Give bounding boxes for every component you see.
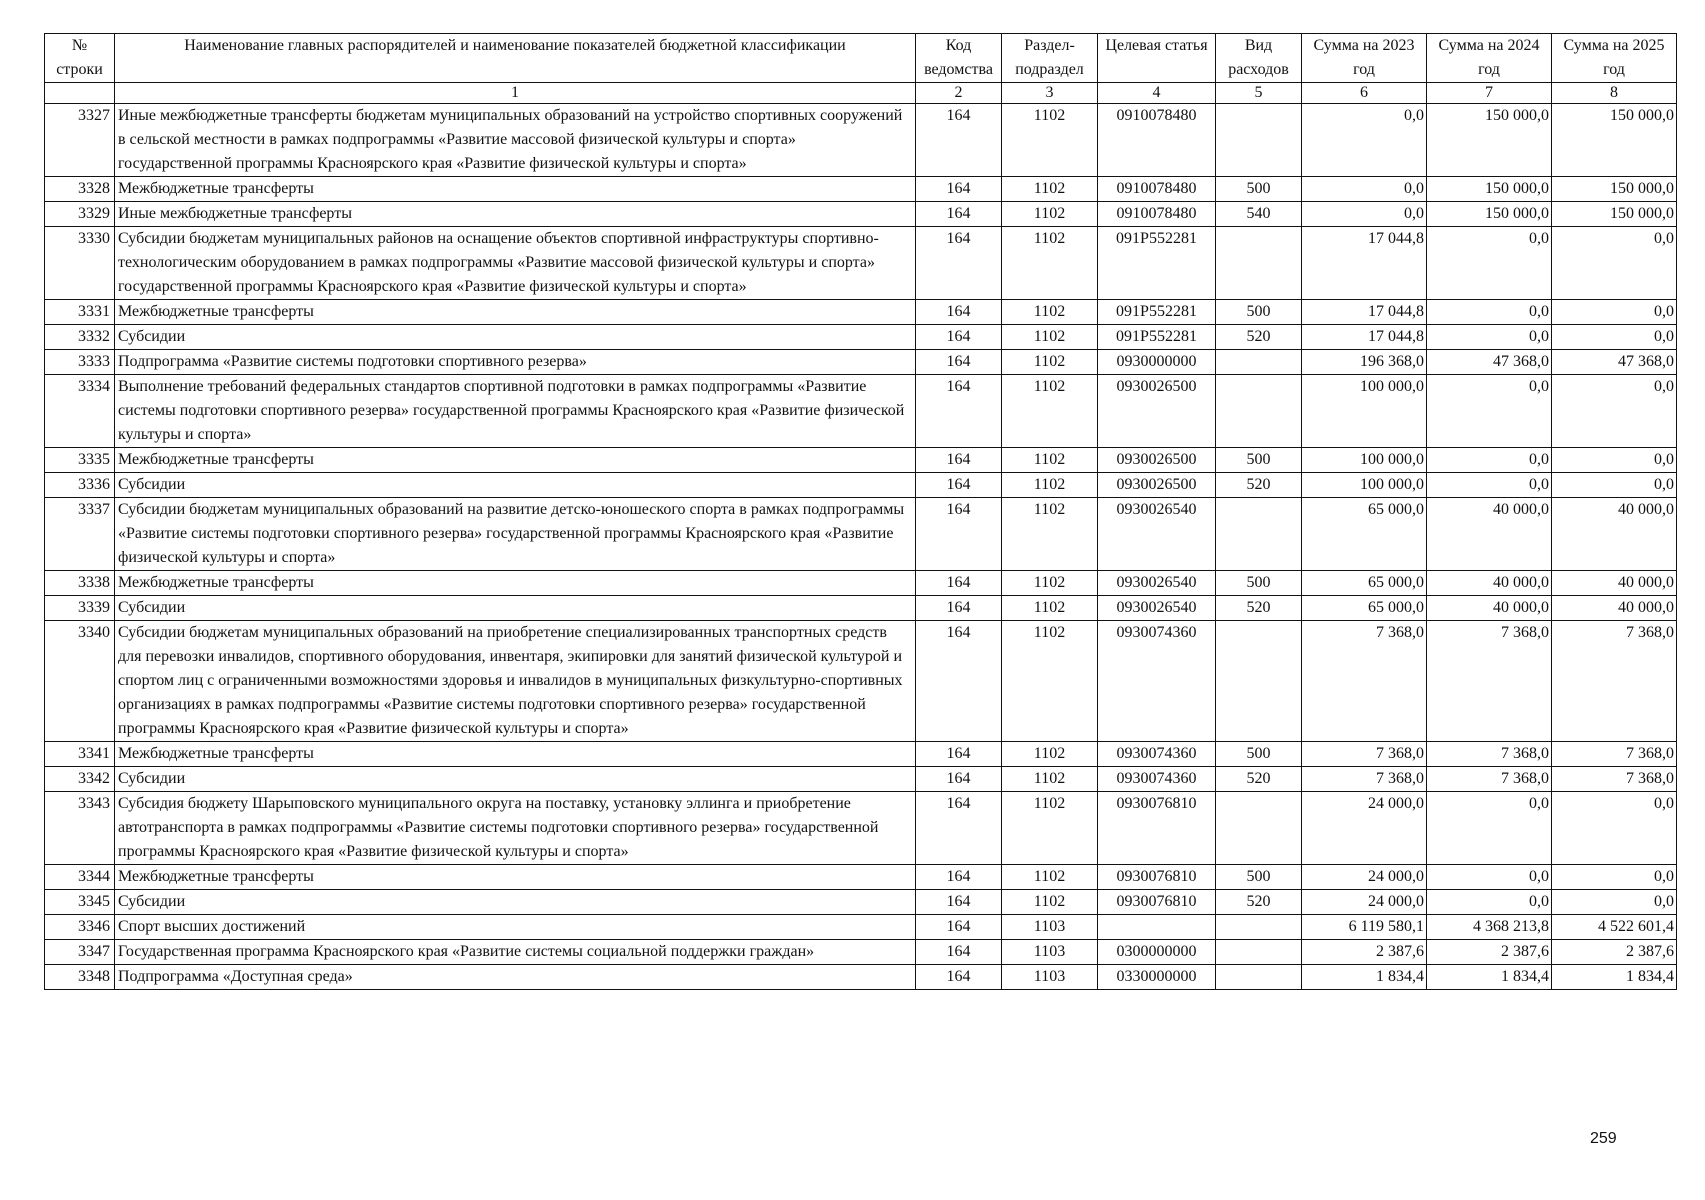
- row-sum-2023: 1 834,4: [1302, 965, 1427, 990]
- table-row: [45, 104, 1677, 177]
- row-sum-2023: 24 000,0: [1302, 865, 1427, 890]
- row-sum-2023: 100 000,0: [1302, 448, 1427, 473]
- row-razdel: 1102: [1002, 498, 1098, 571]
- row-ved: 164: [916, 227, 1002, 300]
- table-row: [45, 940, 1677, 965]
- row-ved: 164: [916, 596, 1002, 621]
- row-ved: 164: [916, 865, 1002, 890]
- row-ved: 164: [916, 300, 1002, 325]
- row-name: Межбюджетные трансферты: [115, 742, 916, 767]
- row-ved: 164: [916, 621, 1002, 742]
- row-sum-2025: 0,0: [1552, 325, 1677, 350]
- row-target: 0910078480: [1098, 202, 1216, 227]
- row-sum-2024: 7 368,0: [1427, 621, 1552, 742]
- row-sum-2025: 40 000,0: [1552, 498, 1677, 571]
- row-number: 3346: [45, 915, 115, 940]
- row-name: Иные межбюджетные трансферты: [115, 202, 916, 227]
- row-sum-2023: 196 368,0: [1302, 350, 1427, 375]
- row-sum-2024: 0,0: [1427, 448, 1552, 473]
- header-sum-2023: Сумма на 2023 год: [1302, 34, 1427, 83]
- row-name: Межбюджетные трансферты: [115, 177, 916, 202]
- row-vid: 520: [1216, 890, 1302, 915]
- table-row: [45, 202, 1677, 227]
- header-sum-2024: Сумма на 2024 год: [1427, 34, 1552, 83]
- row-sum-2024: 0,0: [1427, 325, 1552, 350]
- row-vid: 520: [1216, 473, 1302, 498]
- row-sum-2023: 0,0: [1302, 177, 1427, 202]
- table-row: [45, 498, 1677, 571]
- row-sum-2024: 0,0: [1427, 865, 1552, 890]
- budget-table: [44, 33, 1677, 990]
- row-sum-2025: 0,0: [1552, 792, 1677, 865]
- row-target: 0300000000: [1098, 940, 1216, 965]
- row-target: 091P552281: [1098, 227, 1216, 300]
- row-number: 3341: [45, 742, 115, 767]
- row-vid: 500: [1216, 571, 1302, 596]
- row-number: 3331: [45, 300, 115, 325]
- table-row: [45, 792, 1677, 865]
- column-index-row: [45, 83, 1677, 104]
- row-sum-2024: 0,0: [1427, 375, 1552, 448]
- row-sum-2023: 65 000,0: [1302, 498, 1427, 571]
- table-row: [45, 350, 1677, 375]
- row-ved: 164: [916, 498, 1002, 571]
- row-sum-2023: 2 387,6: [1302, 940, 1427, 965]
- row-name: Субсидии: [115, 767, 916, 792]
- row-razdel: 1103: [1002, 965, 1098, 990]
- row-target: 0910078480: [1098, 177, 1216, 202]
- row-sum-2025: 40 000,0: [1552, 596, 1677, 621]
- row-sum-2025: 47 368,0: [1552, 350, 1677, 375]
- table-row: [45, 448, 1677, 473]
- row-number: 3345: [45, 890, 115, 915]
- row-sum-2025: 0,0: [1552, 865, 1677, 890]
- row-razdel: 1102: [1002, 473, 1098, 498]
- row-target: 0930074360: [1098, 767, 1216, 792]
- table-row: [45, 227, 1677, 300]
- row-razdel: 1102: [1002, 104, 1098, 177]
- row-number: 3337: [45, 498, 115, 571]
- row-sum-2024: 2 387,6: [1427, 940, 1552, 965]
- row-vid: [1216, 621, 1302, 742]
- row-sum-2023: 65 000,0: [1302, 571, 1427, 596]
- budget-table-sheet: [44, 33, 1676, 990]
- row-name: Субсидии бюджетам муниципальных образований на развитие детско-юношеского спорта в рамках подпрограммы «Развитие системы подготовки спортивного резерва» государственной программы Красноярского края «Развитие физической культуры и спорта»: [115, 498, 916, 571]
- row-razdel: 1102: [1002, 448, 1098, 473]
- column-index: 8: [1552, 83, 1677, 104]
- row-name: Государственная программа Красноярского края «Развитие системы социальной поддержки граждан»: [115, 940, 916, 965]
- column-index: 4: [1098, 83, 1216, 104]
- table-row: [45, 473, 1677, 498]
- header-row: [45, 34, 1677, 83]
- row-sum-2023: 7 368,0: [1302, 767, 1427, 792]
- column-index-blank: [45, 83, 115, 104]
- row-ved: 164: [916, 940, 1002, 965]
- row-razdel: 1102: [1002, 767, 1098, 792]
- row-razdel: 1102: [1002, 325, 1098, 350]
- row-number: 3338: [45, 571, 115, 596]
- row-number: 3339: [45, 596, 115, 621]
- row-number: 3327: [45, 104, 115, 177]
- row-name: Межбюджетные трансферты: [115, 571, 916, 596]
- column-index: 1: [115, 83, 916, 104]
- row-name: Субсидии: [115, 596, 916, 621]
- row-target: [1098, 915, 1216, 940]
- header-vid: Вид расходов: [1216, 34, 1302, 83]
- row-name: Спорт высших достижений: [115, 915, 916, 940]
- row-name: Субсидии бюджетам муниципальных районов на оснащение объектов спортивной инфраструктуры спортивно-технологическим оборудованием в рамках подпрограммы «Развитие массовой физической культуры и спорта» государственной программы Красноярского края «Развитие физической культуры и спорта»: [115, 227, 916, 300]
- row-target: 0930076810: [1098, 890, 1216, 915]
- row-vid: 500: [1216, 865, 1302, 890]
- row-name: Межбюджетные трансферты: [115, 300, 916, 325]
- row-target: 0930000000: [1098, 350, 1216, 375]
- row-vid: 500: [1216, 742, 1302, 767]
- row-target: 0930076810: [1098, 792, 1216, 865]
- row-razdel: 1102: [1002, 227, 1098, 300]
- row-razdel: 1102: [1002, 300, 1098, 325]
- row-target: 0930026500: [1098, 448, 1216, 473]
- row-sum-2023: 0,0: [1302, 202, 1427, 227]
- row-vid: 500: [1216, 300, 1302, 325]
- row-number: 3335: [45, 448, 115, 473]
- row-target: 0930074360: [1098, 742, 1216, 767]
- row-razdel: 1102: [1002, 202, 1098, 227]
- page-number: 259: [1590, 1130, 1617, 1147]
- row-target: 0910078480: [1098, 104, 1216, 177]
- row-sum-2024: 40 000,0: [1427, 498, 1552, 571]
- row-name: Выполнение требований федеральных стандартов спортивной подготовки в рамках подпрограммы «Развитие системы подготовки спортивного резерва» государственной программы Красноярского края «Развитие физической культуры и спорта»: [115, 375, 916, 448]
- row-vid: [1216, 915, 1302, 940]
- table-row: [45, 325, 1677, 350]
- row-sum-2023: 0,0: [1302, 104, 1427, 177]
- row-vid: [1216, 965, 1302, 990]
- row-target: 0930074360: [1098, 621, 1216, 742]
- row-vid: [1216, 498, 1302, 571]
- row-ved: 164: [916, 742, 1002, 767]
- row-ved: 164: [916, 375, 1002, 448]
- row-number: 3344: [45, 865, 115, 890]
- row-number: 3328: [45, 177, 115, 202]
- row-number: 3342: [45, 767, 115, 792]
- row-name: Субсидии: [115, 473, 916, 498]
- row-razdel: 1102: [1002, 792, 1098, 865]
- row-razdel: 1102: [1002, 890, 1098, 915]
- row-ved: 164: [916, 915, 1002, 940]
- row-razdel: 1102: [1002, 742, 1098, 767]
- row-ved: 164: [916, 202, 1002, 227]
- row-target: 0930026540: [1098, 498, 1216, 571]
- row-name: Субсидии бюджетам муниципальных образований на приобретение специализированных транспортных средств для перевозки инвалидов, спортивного оборудования, инвентаря, экипировки для занятий физической культурой и спортом лиц с ограниченными возможностями здоровья и инвалидов в муниципальных физкультурно-спортивных организациях в рамках подпрограммы «Развитие системы подготовки спортивного резерва» государственной программы Красноярского края «Развитие физической культуры и спорта»: [115, 621, 916, 742]
- table-row: [45, 767, 1677, 792]
- row-vid: [1216, 104, 1302, 177]
- row-sum-2023: 6 119 580,1: [1302, 915, 1427, 940]
- row-vid: 520: [1216, 325, 1302, 350]
- row-razdel: 1102: [1002, 596, 1098, 621]
- row-sum-2024: 4 368 213,8: [1427, 915, 1552, 940]
- row-razdel: 1102: [1002, 177, 1098, 202]
- table-row: [45, 865, 1677, 890]
- row-sum-2024: 0,0: [1427, 227, 1552, 300]
- row-target: 091P552281: [1098, 325, 1216, 350]
- row-sum-2024: 0,0: [1427, 300, 1552, 325]
- column-index: 7: [1427, 83, 1552, 104]
- row-sum-2024: 7 368,0: [1427, 742, 1552, 767]
- row-sum-2023: 100 000,0: [1302, 473, 1427, 498]
- row-vid: [1216, 940, 1302, 965]
- row-name: Субсидия бюджету Шарыповского муниципального округа на поставку, установку эллинга и приобретение автотранспорта в рамках подпрограммы «Развитие системы подготовки спортивного резерва» государственной программы Красноярского края «Развитие физической культуры и спорта»: [115, 792, 916, 865]
- row-sum-2024: 0,0: [1427, 890, 1552, 915]
- row-ved: 164: [916, 350, 1002, 375]
- row-ved: 164: [916, 792, 1002, 865]
- row-target: 091P552281: [1098, 300, 1216, 325]
- row-sum-2025: 4 522 601,4: [1552, 915, 1677, 940]
- row-sum-2024: 150 000,0: [1427, 202, 1552, 227]
- header-sum-2025: Сумма на 2025 год: [1552, 34, 1677, 83]
- row-sum-2024: 40 000,0: [1427, 571, 1552, 596]
- row-ved: 164: [916, 177, 1002, 202]
- row-sum-2025: 7 368,0: [1552, 767, 1677, 792]
- table-row: [45, 571, 1677, 596]
- row-sum-2024: 47 368,0: [1427, 350, 1552, 375]
- row-target: 0930026540: [1098, 596, 1216, 621]
- row-target: 0930026500: [1098, 375, 1216, 448]
- row-number: 3330: [45, 227, 115, 300]
- row-razdel: 1102: [1002, 621, 1098, 742]
- row-vid: [1216, 375, 1302, 448]
- row-name: Подпрограмма «Развитие системы подготовки спортивного резерва»: [115, 350, 916, 375]
- table-body: [45, 104, 1677, 990]
- row-sum-2023: 7 368,0: [1302, 621, 1427, 742]
- table-row: [45, 965, 1677, 990]
- column-index: 3: [1002, 83, 1098, 104]
- header-razdel: Раздел-подраздел: [1002, 34, 1098, 83]
- row-sum-2024: 7 368,0: [1427, 767, 1552, 792]
- row-sum-2025: 0,0: [1552, 227, 1677, 300]
- row-vid: [1216, 227, 1302, 300]
- table-row: [45, 375, 1677, 448]
- row-target: 0930026540: [1098, 571, 1216, 596]
- header-ved: Код ведомства: [916, 34, 1002, 83]
- row-sum-2025: 0,0: [1552, 473, 1677, 498]
- row-ved: 164: [916, 473, 1002, 498]
- row-number: 3336: [45, 473, 115, 498]
- row-sum-2024: 40 000,0: [1427, 596, 1552, 621]
- row-number: 3332: [45, 325, 115, 350]
- row-ved: 164: [916, 325, 1002, 350]
- row-sum-2023: 17 044,8: [1302, 227, 1427, 300]
- row-name: Подпрограмма «Доступная среда»: [115, 965, 916, 990]
- row-sum-2023: 24 000,0: [1302, 890, 1427, 915]
- header-target: Целевая статья: [1098, 34, 1216, 83]
- row-vid: 500: [1216, 448, 1302, 473]
- row-razdel: 1103: [1002, 915, 1098, 940]
- table-row: [45, 177, 1677, 202]
- row-number: 3334: [45, 375, 115, 448]
- row-vid: 520: [1216, 596, 1302, 621]
- row-sum-2023: 100 000,0: [1302, 375, 1427, 448]
- row-razdel: 1102: [1002, 350, 1098, 375]
- row-number: 3348: [45, 965, 115, 990]
- row-ved: 164: [916, 890, 1002, 915]
- row-vid: 520: [1216, 767, 1302, 792]
- row-number: 3329: [45, 202, 115, 227]
- row-name: Субсидии: [115, 325, 916, 350]
- row-sum-2023: 17 044,8: [1302, 300, 1427, 325]
- row-number: 3340: [45, 621, 115, 742]
- row-vid: [1216, 792, 1302, 865]
- column-index: 5: [1216, 83, 1302, 104]
- row-name: Межбюджетные трансферты: [115, 448, 916, 473]
- row-sum-2024: 150 000,0: [1427, 104, 1552, 177]
- table-row: [45, 621, 1677, 742]
- row-sum-2025: 0,0: [1552, 890, 1677, 915]
- row-sum-2023: 65 000,0: [1302, 596, 1427, 621]
- row-target: 0930026500: [1098, 473, 1216, 498]
- row-sum-2025: 150 000,0: [1552, 177, 1677, 202]
- row-sum-2025: 40 000,0: [1552, 571, 1677, 596]
- table-row: [45, 915, 1677, 940]
- row-sum-2024: 0,0: [1427, 473, 1552, 498]
- row-ved: 164: [916, 104, 1002, 177]
- row-razdel: 1102: [1002, 865, 1098, 890]
- row-ved: 164: [916, 571, 1002, 596]
- row-number: 3347: [45, 940, 115, 965]
- row-razdel: 1102: [1002, 375, 1098, 448]
- row-sum-2023: 24 000,0: [1302, 792, 1427, 865]
- row-razdel: 1103: [1002, 940, 1098, 965]
- row-sum-2023: 7 368,0: [1302, 742, 1427, 767]
- row-sum-2025: 0,0: [1552, 300, 1677, 325]
- row-target: 0330000000: [1098, 965, 1216, 990]
- header-name: Наименование главных распорядителей и наименование показателей бюджетной классификации: [115, 34, 916, 83]
- row-sum-2024: 0,0: [1427, 792, 1552, 865]
- row-sum-2025: 7 368,0: [1552, 742, 1677, 767]
- column-index: 6: [1302, 83, 1427, 104]
- row-sum-2025: 150 000,0: [1552, 104, 1677, 177]
- table-row: [45, 596, 1677, 621]
- row-number: 3343: [45, 792, 115, 865]
- row-ved: 164: [916, 448, 1002, 473]
- row-ved: 164: [916, 767, 1002, 792]
- table-row: [45, 742, 1677, 767]
- row-sum-2025: 2 387,6: [1552, 940, 1677, 965]
- row-name: Иные межбюджетные трансферты бюджетам муниципальных образований на устройство спортивных сооружений в сельской местности в рамках подпрограммы «Развитие массовой физической культуры и спорта» государственной программы Красноярского края «Развитие физической культуры и спорта»: [115, 104, 916, 177]
- row-sum-2023: 17 044,8: [1302, 325, 1427, 350]
- row-target: 0930076810: [1098, 865, 1216, 890]
- row-name: Субсидии: [115, 890, 916, 915]
- header-row-number: № строки: [45, 34, 115, 83]
- row-sum-2025: 7 368,0: [1552, 621, 1677, 742]
- row-ved: 164: [916, 965, 1002, 990]
- table-row: [45, 300, 1677, 325]
- row-sum-2024: 1 834,4: [1427, 965, 1552, 990]
- row-vid: 500: [1216, 177, 1302, 202]
- row-number: 3333: [45, 350, 115, 375]
- row-sum-2025: 0,0: [1552, 448, 1677, 473]
- row-sum-2024: 150 000,0: [1427, 177, 1552, 202]
- row-name: Межбюджетные трансферты: [115, 865, 916, 890]
- table-row: [45, 890, 1677, 915]
- row-vid: [1216, 350, 1302, 375]
- column-index: 2: [916, 83, 1002, 104]
- row-sum-2025: 0,0: [1552, 375, 1677, 448]
- row-vid: 540: [1216, 202, 1302, 227]
- row-razdel: 1102: [1002, 571, 1098, 596]
- row-sum-2025: 1 834,4: [1552, 965, 1677, 990]
- row-sum-2025: 150 000,0: [1552, 202, 1677, 227]
